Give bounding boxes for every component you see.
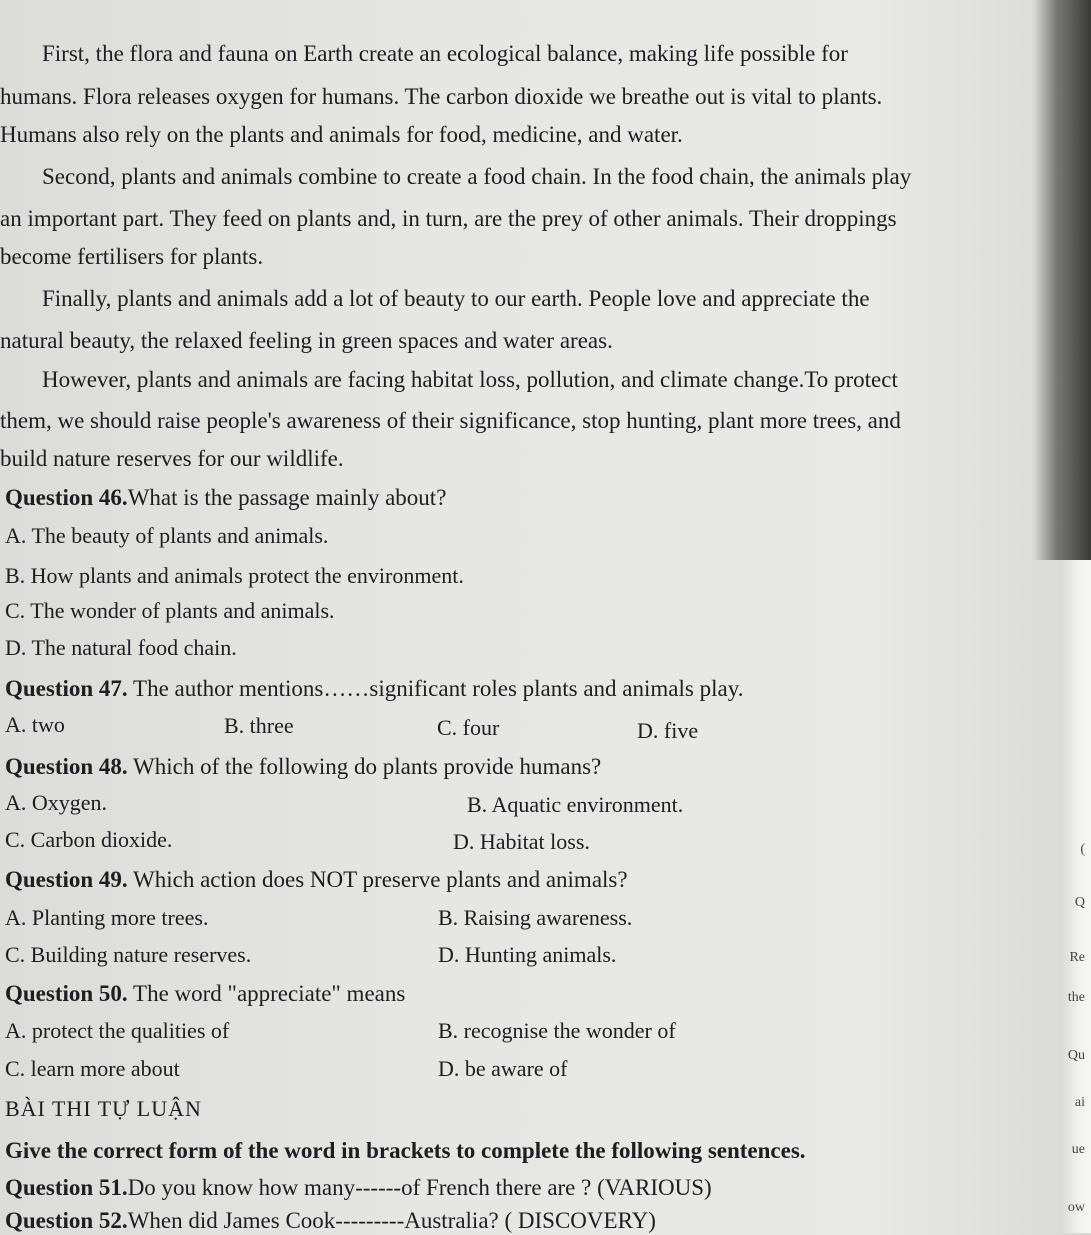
essay-heading: BÀI THI TỰ LUẬN	[5, 1096, 202, 1121]
question-46	[5, 484, 446, 512]
question-48-option-d[interactable]: D. Habitat loss.	[453, 829, 590, 854]
edge-fragment: the	[1067, 990, 1085, 1005]
question-50	[5, 980, 405, 1008]
question-49-option-b[interactable]: B. Raising awareness.	[438, 905, 633, 930]
question-49-option-d[interactable]: D. Hunting animals.	[438, 942, 617, 967]
question-50-option-d[interactable]: D. be aware of	[438, 1056, 568, 1081]
question-48-label: Question 48.	[5, 754, 128, 779]
edge-fragment: ue	[1071, 1142, 1085, 1157]
question-46-option-d[interactable]: D. The natural food chain.	[5, 635, 237, 660]
edge-fragment: Re	[1069, 950, 1085, 965]
question-50-label: Question 50.	[5, 981, 128, 1006]
question-46-label: Question 46.	[5, 485, 128, 510]
question-48-option-a[interactable]: A. Oxygen.	[5, 790, 108, 815]
passage-p1-line3: Humans also rely on the plants and animals for food, medicine, and water.	[0, 122, 683, 147]
question-47-text: The author mentions……significant roles plants and animals play.	[127, 676, 744, 701]
passage-p1-line1: First, the flora and fauna on Earth create an ecological balance, making life possible for	[42, 41, 848, 66]
question-48-option-c[interactable]: C. Carbon dioxide.	[5, 827, 173, 852]
question-46-option-b[interactable]: B. How plants and animals protect the environment.	[5, 563, 464, 588]
question-48-option-b[interactable]: B. Aquatic environment.	[467, 792, 684, 817]
question-49-label: Question 49.	[5, 867, 128, 892]
question-46-option-c[interactable]: C. The wonder of plants and animals.	[5, 598, 335, 623]
passage-p3-line2: natural beauty, the relaxed feeling in green spaces and water areas.	[0, 328, 613, 353]
question-52-text: When did James Cook---------Australia? ( DISCOVERY)	[127, 1208, 656, 1233]
question-47	[5, 675, 743, 703]
question-48	[5, 753, 601, 781]
question-47-option-c[interactable]: C. four	[437, 715, 500, 740]
page-edge-shadow	[1033, 0, 1091, 560]
passage-p4-line1: However, plants and animals are facing habitat loss, pollution, and climate change.To protect	[42, 367, 898, 392]
essay-instruction: Give the correct form of the word in brackets to complete the following sentences.	[5, 1138, 806, 1163]
passage-p2-line2: an important part. They feed on plants and, in turn, are the prey of other animals. Their droppings	[0, 206, 897, 231]
question-46-text: What is the passage mainly about?	[127, 485, 447, 510]
edge-fragment: ai	[1074, 1095, 1085, 1110]
question-51-label: Question 51.	[5, 1175, 128, 1200]
passage-p2-line3: become fertilisers for plants.	[0, 244, 264, 269]
question-49	[5, 866, 628, 894]
question-50-option-b[interactable]: B. recognise the wonder of	[438, 1018, 676, 1043]
question-49-text: Which action does NOT preserve plants and animals?	[127, 867, 628, 892]
question-47-option-b[interactable]: B. three	[224, 713, 294, 738]
adjacent-page-strip	[1061, 560, 1091, 1233]
question-46-option-a[interactable]: A. The beauty of plants and animals.	[5, 523, 329, 548]
edge-fragment: Q	[1074, 895, 1085, 910]
question-49-option-a[interactable]: A. Planting more trees.	[5, 905, 209, 930]
question-47-option-a[interactable]: A. two	[5, 712, 65, 737]
question-50-text: The word "appreciate" means	[127, 981, 406, 1006]
passage-p3-line1: Finally, plants and animals add a lot of beauty to our earth. People love and appreciate the	[42, 286, 870, 311]
question-52	[5, 1207, 656, 1235]
passage-p2-line1: Second, plants and animals combine to create a food chain. In the food chain, the animals play	[42, 164, 912, 189]
edge-fragment: Qu	[1067, 1048, 1085, 1063]
passage-p1-line2: humans. Flora releases oxygen for humans. The carbon dioxide we breathe out is vital to plants.	[0, 84, 883, 109]
question-47-label: Question 47.	[5, 676, 128, 701]
question-52-label: Question 52.	[5, 1208, 128, 1233]
question-47-option-d[interactable]: D. five	[637, 718, 699, 743]
passage-p4-line2: them, we should raise people's awareness of their significance, stop hunting, plant more trees, and	[0, 408, 901, 433]
question-48-text: Which of the following do plants provide humans?	[127, 754, 602, 779]
question-51-text: Do you know how many------of French there are ? (VARIOUS)	[127, 1175, 712, 1200]
edge-fragment: (	[1080, 842, 1085, 857]
question-50-option-a[interactable]: A. protect the qualities of	[5, 1018, 230, 1043]
question-50-option-c[interactable]: C. learn more about	[5, 1056, 180, 1081]
passage-p4-line3: build nature reserves for our wildlife.	[0, 446, 344, 471]
question-49-option-c[interactable]: C. Building nature reserves.	[5, 942, 252, 967]
edge-fragment: ow	[1067, 1200, 1085, 1215]
question-51	[5, 1174, 712, 1202]
